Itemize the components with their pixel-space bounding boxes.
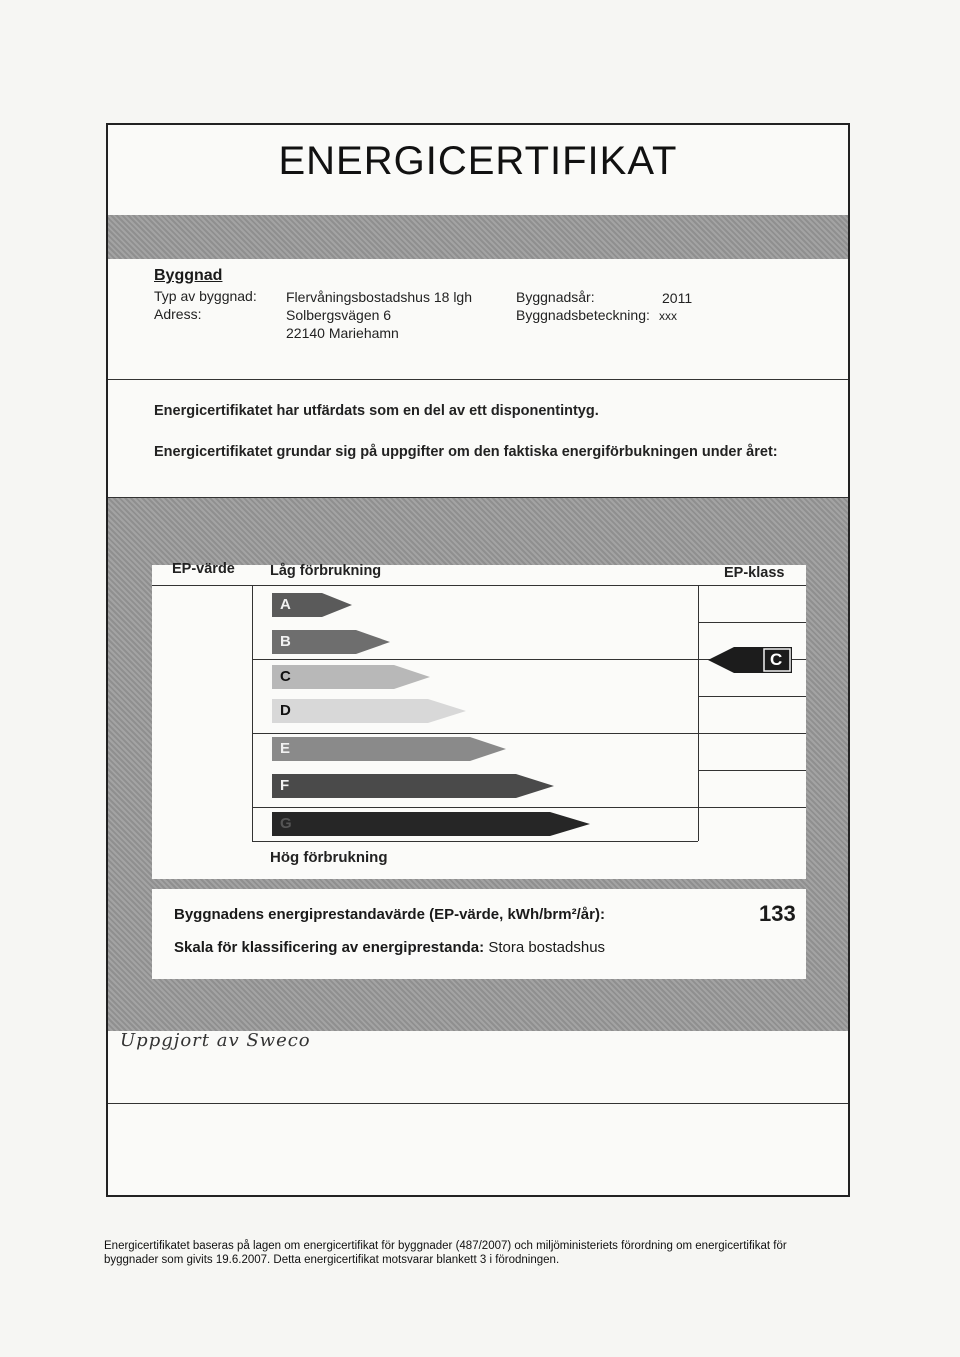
grid-hline-4 <box>252 733 806 734</box>
class-arrow-b <box>272 630 390 654</box>
class-arrow-a <box>272 593 352 617</box>
class-arrow-e <box>272 737 506 761</box>
notice-consumption: Energicertifikatet grundar sig på uppgifter om den faktiska energiförbukningen under året: <box>154 444 778 460</box>
class-arrow-g <box>272 812 590 836</box>
building-heading: Byggnad <box>154 267 223 284</box>
building-type-value: Flervåningsbostadshus 18 lgh <box>286 289 473 305</box>
grid-bottom-line <box>252 841 698 842</box>
building-designation-value: xxx <box>659 309 677 323</box>
grid-hline-6 <box>252 807 806 808</box>
divider-1 <box>108 379 848 380</box>
col-ep-class-header: EP-klass <box>724 565 785 581</box>
grid-vline-left <box>252 585 253 841</box>
class-letter-a: A <box>280 596 291 613</box>
low-consumption-label: Låg förbrukning <box>270 563 382 579</box>
grid-hline-1 <box>698 622 806 623</box>
grey-band-top <box>108 215 848 259</box>
grid-hline-5 <box>698 770 806 771</box>
ep-scale-row <box>174 939 605 956</box>
handwritten-note: Uppgjort av Sweco <box>120 1030 311 1051</box>
ep-value: 133 <box>759 901 796 926</box>
class-letter-b: B <box>280 633 291 650</box>
address-label: Adress: <box>154 306 202 322</box>
class-letter-e: E <box>280 740 291 757</box>
building-year-value: 2011 <box>662 290 693 306</box>
ep-value-box <box>152 889 806 979</box>
grid-hline-3 <box>698 696 806 697</box>
class-letter-g: G <box>280 815 292 832</box>
building-year-label: Byggnadsår: <box>516 289 595 305</box>
col-ep-value-header: EP-värde <box>172 561 235 577</box>
assigned-class-indicator <box>708 647 792 673</box>
class-arrow-d <box>272 699 466 723</box>
ep-value-label: Byggnadens energiprestandavärde (EP-värde, kWh/brm²/år): <box>174 906 605 923</box>
legal-footnote: Energicertifikatet baseras på lagen om energicertifikat för byggnader (487/2007) och miljöministeriets förordning om energicertifikat för byggnader som givits 19.6.2007. Detta energicertifikat motsvarar blankett 3 i förodningen. <box>104 1240 787 1266</box>
divider-3 <box>108 1103 848 1104</box>
class-arrow-c <box>272 665 430 689</box>
energy-scale-panel <box>152 561 806 879</box>
class-letter-d: D <box>280 702 291 719</box>
grid-header-line <box>152 585 806 586</box>
building-type-label: Typ av byggnad: <box>154 288 257 304</box>
ep-scale-label: Skala för klassificering av energiprestanda: <box>174 939 485 956</box>
ep-scale-value: Stora bostadshus <box>488 939 606 956</box>
class-letter-f: F <box>280 777 290 794</box>
assigned-class-letter: C <box>770 650 783 669</box>
high-consumption-label: Hög förbrukning <box>270 849 388 866</box>
certificate-frame <box>106 123 850 1197</box>
notice-disponentintyg: Energicertifikatet har utfärdats som en del av ett disponentintyg. <box>154 403 599 419</box>
address-line2: 22140 Mariehamn <box>286 325 399 341</box>
class-arrow-f <box>272 774 554 798</box>
building-designation-label: Byggnadsbeteckning: <box>516 307 650 323</box>
class-letter-c: C <box>280 668 291 685</box>
certificate-title: ENERGICERTIFIKAT <box>278 139 678 183</box>
address-line1: Solbergsvägen 6 <box>286 307 392 323</box>
grid-vline-right <box>698 585 699 841</box>
